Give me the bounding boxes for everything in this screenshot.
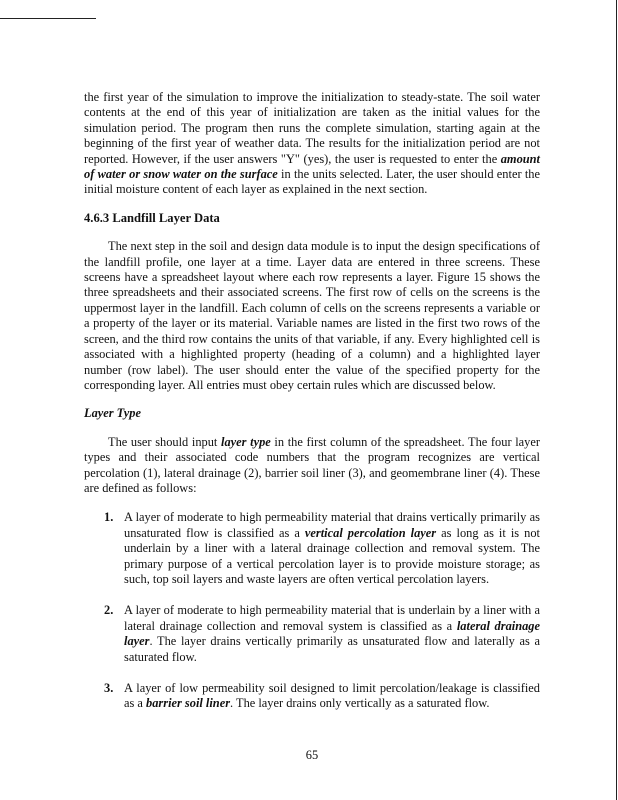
text: . The layer drains vertically primarily as unsaturated flow and laterally as a saturated flow. xyxy=(124,634,540,664)
list-item xyxy=(104,603,540,665)
item-text xyxy=(124,681,540,712)
layer-type-list xyxy=(84,510,540,711)
subheading-layer-type: Layer Type xyxy=(84,406,141,421)
paragraph-layer-data: The next step in the soil and design data module is to input the design specifications of the landfill profile, one layer at a time. Layer data are entered in three screens. These screens have a spreadsheet layout where each row represents a layer. Figure 15 shows the three spreadsheets and their associated screens. The first row of cells on the screens is the uppermost layer in the landfill. Each column of cells on the screens represents a variable or a property of the layer or its material. Variable names are listed in the first two rows of the screen, and the third row contains the units of that variable, if any. Every highlighted cell is associated with a highlighted property (heading of a column) and a highlighted layer number (row label). The user should enter the value of the specified property for the corresponding layer. All entries must obey certain rules which are discussed below. xyxy=(84,239,540,392)
page-number: 65 xyxy=(305,747,319,762)
paragraph-intro xyxy=(84,90,540,198)
text: . The layer drains only vertically as a saturated flow. xyxy=(230,696,490,711)
scan-edge-top xyxy=(0,18,96,19)
text: A layer of moderate to high permeability material that is underlain by a liner with a lateral drainage collection and removal system is classified as a xyxy=(124,603,540,633)
item-number: 2. xyxy=(104,603,114,618)
section-heading: 4.6.3 Landfill Layer Data xyxy=(84,210,220,225)
paragraph-layer-type xyxy=(84,435,540,497)
text: The user should input xyxy=(108,434,222,449)
text: in the first column of the spreadsheet. The four layer types and their associated code numbers that the program recognizes are vertical percolation (1), lateral drainage (2), barrier soil liner (3), and geomembrane liner (4). These are defined as follows: xyxy=(84,434,540,495)
emphasis: lateral drainage layer xyxy=(124,618,540,649)
text: A layer of moderate to high permeability material that drains vertically primarily as unsaturated flow is classified as a xyxy=(124,510,540,540)
emphasis: amount of water or snow water on the surface xyxy=(84,151,540,182)
text: A layer of low permeability soil designed to limit percolation/leakage is classified as a xyxy=(124,681,540,711)
emphasis: vertical percolation layer xyxy=(304,525,437,540)
item-text xyxy=(124,510,540,587)
list-item xyxy=(104,681,540,712)
item-number: 3. xyxy=(104,681,114,695)
scan-edge-right xyxy=(616,0,617,800)
list-item xyxy=(104,510,540,587)
text: in the units selected. Later, the user should enter the initial moisture content of each layer as explained in the next section. xyxy=(84,167,540,197)
text: as long as it is not underlain by a liner with a lateral drainage collection and removal system. The primary purpose of a vertical percolation layer is to provide moisture storage; as such, top soil layers and waste layers are often vertical percolation layers. xyxy=(124,525,540,586)
item-number: 1. xyxy=(104,510,114,525)
text: the first year of the simulation to improve the initialization to steady-state. The soil water contents at the end of this year of initialization are taken as the initial values for the simulation period. The program then runs the complete simulation, starting again at the beginning of the first year of weather data. The results for the initialization period are not reported. However, if the user answers "Y" (yes), the user is requested to enter the xyxy=(84,90,540,166)
item-text xyxy=(124,603,540,665)
emphasis: barrier soil liner xyxy=(146,696,231,711)
emphasis: layer type xyxy=(221,434,271,449)
